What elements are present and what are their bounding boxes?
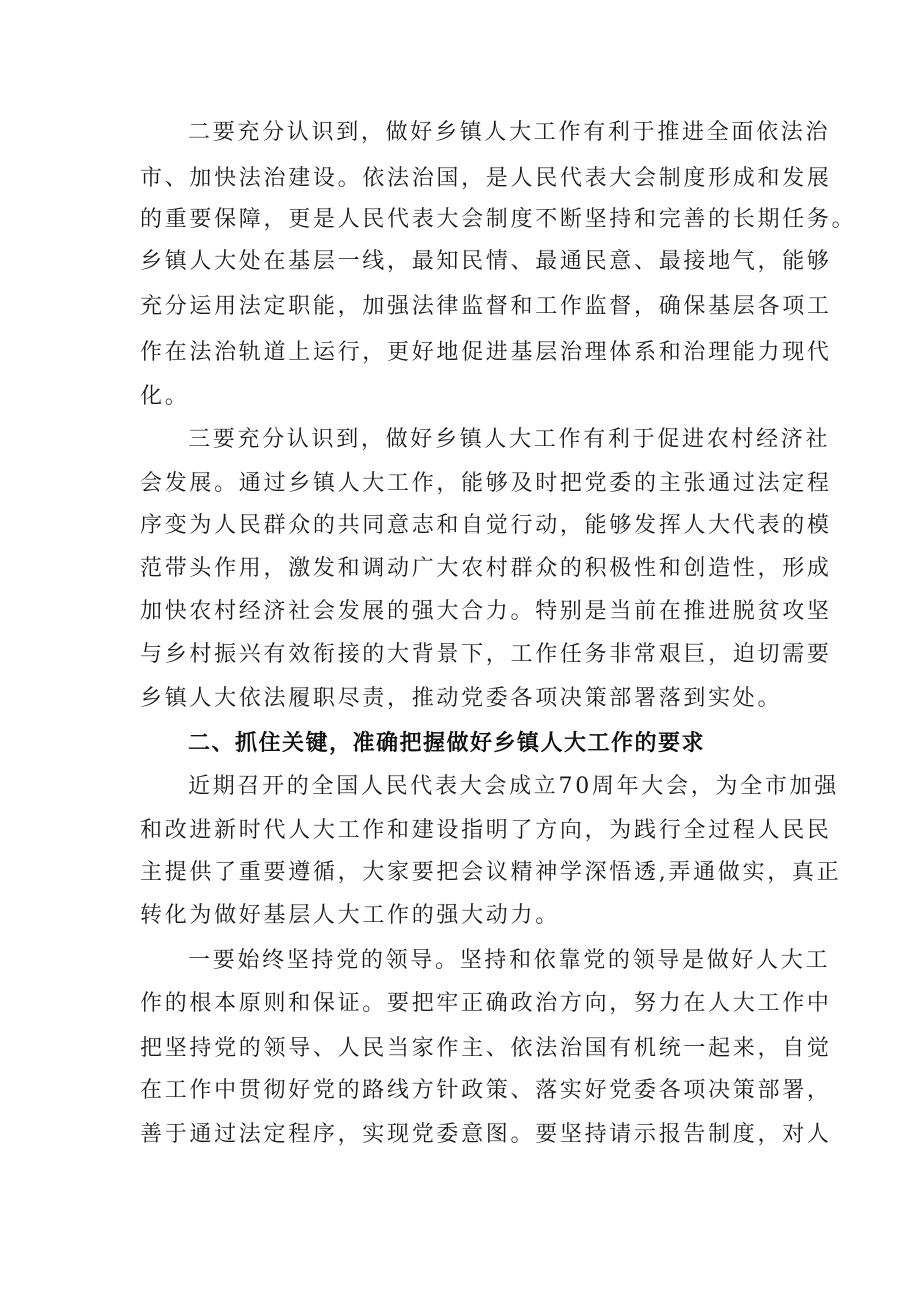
paragraph-1-line-1: 二要充分认识到，做好乡镇人大工作有利于推进全面依法治 xyxy=(188,120,831,145)
paragraph-2-line-3: 序变为人民群众的共同意志和自觉行动，能够发挥人大代表的模 xyxy=(140,513,832,538)
paragraph-2-line-1: 三要充分认识到，做好乡镇人大工作有利于促进农村经济社 xyxy=(188,427,831,452)
section-heading: 二、抓住关键，准确把握做好乡镇人大工作的要求 xyxy=(188,731,706,756)
paragraph-3-line-2: 和改进新时代人大工作和建设指明了方向，为践行全过程人民民 xyxy=(140,818,832,843)
paragraph-2-line-7: 乡镇人大依法履职尽责，推动党委各项决策部署落到实处。 xyxy=(140,686,783,711)
paragraph-2-line-4: 范带头作用，激发和调动广大农村群众的积极性和创造性，形成 xyxy=(140,556,832,581)
paragraph-1-line-6: 作在法治轨道上运行，更好地促进基层治理体系和治理能力现代 xyxy=(140,340,832,365)
paragraph-4-line-5: 善于通过法定程序，实现党委意图。要坚持请示报告制度，对人 xyxy=(140,1122,832,1147)
paragraph-2-line-5: 加快农村经济社会发展的强大合力。特别是当前在推进脱贫攻坚 xyxy=(140,599,832,624)
paragraph-3-line-3: 主提供了重要遵循，大家要把会议精神学深悟透,弄通做实，真正 xyxy=(140,860,842,885)
paragraph-1-line-5: 充分运用法定职能，加强法律监督和工作监督，确保基层各项工 xyxy=(140,294,832,319)
paragraph-1-line-2: 市、加快法治建设。依法治国，是人民代表大会制度形成和发展 xyxy=(140,166,832,191)
paragraph-4-line-4: 在工作中贯彻好党的路线方针政策、落实好党委各项决策部署， xyxy=(140,1078,832,1103)
paragraph-2-line-6: 与乡村振兴有效衔接的大背景下，工作任务非常艰巨，迫切需要 xyxy=(140,642,832,667)
paragraph-3-line-4: 转化为做好基层人大工作的强大动力。 xyxy=(140,903,560,928)
paragraph-1-line-7: 化。 xyxy=(140,384,190,409)
paragraph-1-line-4: 乡镇人大处在基层一线，最知民情、最通民意、最接地气，能够 xyxy=(140,249,832,274)
paragraph-4-line-3: 把坚持党的领导、人民当家作主、依法治国有机统一起来，自觉 xyxy=(140,1036,832,1061)
paragraph-4-line-2: 作的根本原则和保证。要把牢正确政治方向，努力在人大工作中 xyxy=(140,991,832,1016)
paragraph-2-line-2: 会发展。通过乡镇人大工作，能够及时把党委的主张通过法定程 xyxy=(140,471,832,496)
paragraph-3-line-1: 近期召开的全国人民代表大会成立70周年大会，为全市加强 xyxy=(188,774,839,799)
paragraph-4-line-1: 一要始终坚持党的领导。坚持和依靠党的领导是做好人大工 xyxy=(188,948,831,973)
paragraph-1-line-3: 的重要保障，更是人民代表大会制度不断坚持和完善的长期任务。 xyxy=(140,207,857,232)
